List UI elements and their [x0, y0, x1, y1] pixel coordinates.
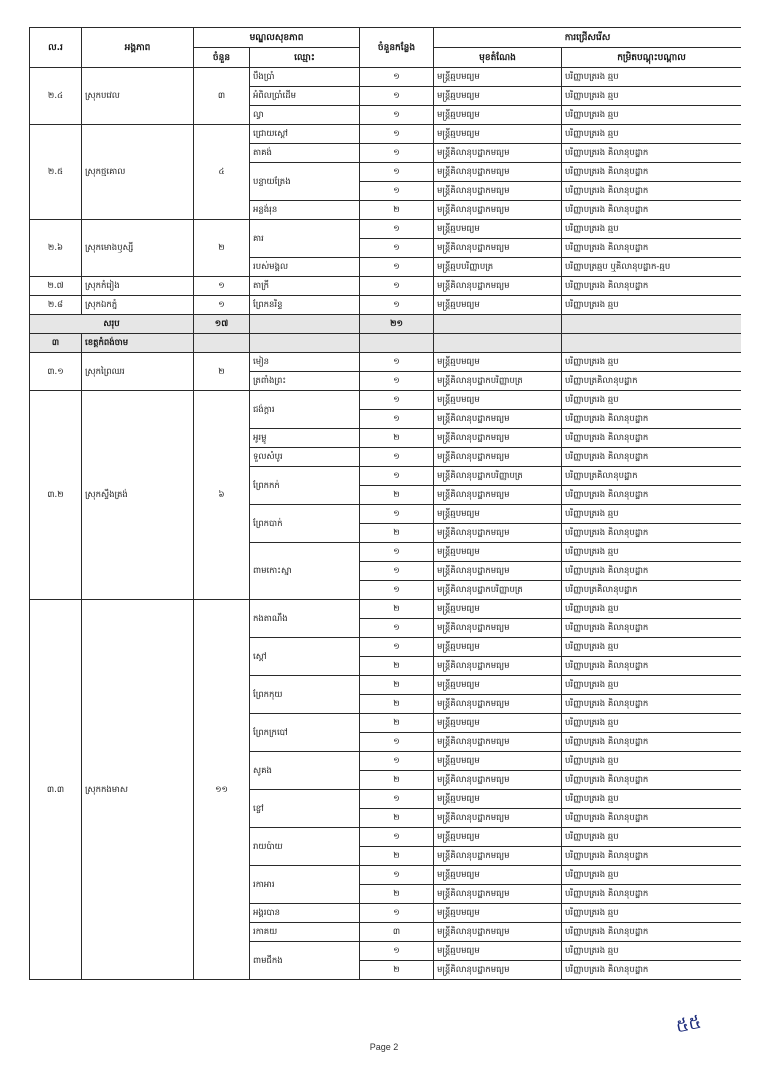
cell-qualification: បរិញ្ញាបត្ររង គិលានុបដ្ឋាក: [562, 410, 742, 429]
cell-positions: ១: [360, 239, 434, 258]
subtotal-count: ១៧: [194, 315, 250, 334]
cell-job: មន្ត្រីឆ្មបមធ្យម: [434, 68, 562, 87]
page-number: Page 2: [369, 1042, 399, 1052]
cell-job: មន្ត្រីឆ្មបមធ្យម: [434, 353, 562, 372]
header-positions: ចំនួនកន្លែង: [360, 28, 434, 68]
cell-health-center-name: ជង់ក្ដារ: [250, 391, 360, 429]
cell-job: មន្ត្រីឆ្មបមធ្យម: [434, 866, 562, 885]
table-row: [30, 220, 742, 239]
cell-positions: ១: [360, 125, 434, 144]
cell-positions: ១: [360, 182, 434, 201]
cell-qualification: បរិញ្ញាបត្ររង គិលានុបដ្ឋាក: [562, 163, 742, 182]
cell-qualification: បរិញ្ញាបត្ររង គិលានុបដ្ឋាក: [562, 885, 742, 904]
cell-empty: [250, 334, 360, 353]
cell-positions: ២: [360, 961, 434, 980]
cell-unit: ស្រុកស្ទឹងត្រង់: [82, 391, 194, 600]
cell-health-center-name: ទួលសំបូរ: [250, 448, 360, 467]
cell-job: មន្ត្រីគិលានុបដ្ឋាកមធ្យម: [434, 182, 562, 201]
cell-qualification: បរិញ្ញាបត្ររង គិលានុបដ្ឋាក: [562, 239, 742, 258]
cell-qualification: បរិញ្ញាបត្ររង គិលានុបដ្ឋាក: [562, 923, 742, 942]
cell-health-center-name: គារ: [250, 220, 360, 258]
cell-health-center-name: ព្រែកក្របៅ: [250, 714, 360, 752]
cell-count: ១: [194, 296, 250, 315]
table-body: [30, 68, 742, 980]
cell-qualification: បរិញ្ញាបត្រគិលានុបដ្ឋាក: [562, 581, 742, 600]
cell-no: ២.៦: [30, 220, 82, 277]
cell-job: មន្ត្រីឆ្មបមធ្យម: [434, 600, 562, 619]
cell-qualification: បរិញ្ញាបត្ររង ឆ្មប: [562, 68, 742, 87]
cell-job: មន្ត្រីគិលានុបដ្ឋាកមធ្យម: [434, 239, 562, 258]
cell-qualification: បរិញ្ញាបត្ររង ឆ្មប: [562, 904, 742, 923]
cell-qualification: បរិញ្ញាបត្ររង ឆ្មប: [562, 638, 742, 657]
cell-health-center-name: អូរម្លូ: [250, 429, 360, 448]
cell-job: មន្ត្រីឆ្មបមធ្យម: [434, 714, 562, 733]
cell-positions: ១: [360, 68, 434, 87]
cell-health-center-name: ខ្ចៅ: [250, 790, 360, 828]
handwritten-initials: ៥៥: [673, 1011, 704, 1038]
cell-unit: ស្រុកព្រៃឈរ: [82, 353, 194, 391]
cell-job: មន្ត្រីឆ្មបមធ្យម: [434, 220, 562, 239]
cell-positions: ២: [360, 714, 434, 733]
cell-unit: ស្រុកមោងឫស្សី: [82, 220, 194, 277]
cell-job: មន្ត្រីឆ្មបមធ្យម: [434, 904, 562, 923]
cell-count: ៤: [194, 125, 250, 220]
cell-health-center-name: ពាមកោះស្នា: [250, 543, 360, 600]
cell-health-center-name: របស់មង្គល: [250, 258, 360, 277]
cell-positions: ២: [360, 600, 434, 619]
cell-qualification: បរិញ្ញាបត្ររង ឆ្មប: [562, 505, 742, 524]
cell-qualification: បរិញ្ញាបត្ររង គិលានុបដ្ឋាក: [562, 201, 742, 220]
cell-health-center-name: មៀន: [250, 353, 360, 372]
cell-health-center-name: សូគង: [250, 752, 360, 790]
cell-health-center-name: រកាគយ: [250, 923, 360, 942]
table-row: [30, 391, 742, 410]
cell-qualification: បរិញ្ញាបត្ររង គិលានុបដ្ឋាក: [562, 562, 742, 581]
cell-positions: ២: [360, 486, 434, 505]
cell-job: មន្ត្រីគិលានុបដ្ឋាកមធ្យម: [434, 144, 562, 163]
cell-positions: ២: [360, 885, 434, 904]
cell-health-center-name: ព្រែកនរិន្ទ: [250, 296, 360, 315]
cell-positions: ១: [360, 106, 434, 125]
cell-health-center-name: ព្រែកកុយ: [250, 676, 360, 714]
cell-positions: ១: [360, 391, 434, 410]
cell-unit: ស្រុកថ្មគោល: [82, 125, 194, 220]
cell-job: មន្ត្រីគិលានុបដ្ឋាកមធ្យម: [434, 733, 562, 752]
cell-positions: ១: [360, 619, 434, 638]
cell-positions: ១: [360, 733, 434, 752]
cell-qualification: បរិញ្ញាបត្ររង ឆ្មប: [562, 220, 742, 239]
cell-count: ១១: [194, 600, 250, 980]
cell-qualification: បរិញ្ញាបត្ររង គិលានុបដ្ឋាក: [562, 657, 742, 676]
cell-positions: ១: [360, 296, 434, 315]
cell-health-center-name: ព្រែកកក់: [250, 467, 360, 505]
cell-count: ៦: [194, 391, 250, 600]
cell-qualification: បរិញ្ញាបត្ររង ឆ្មប: [562, 942, 742, 961]
cell-unit: ស្រុកឯកភ្នំ: [82, 296, 194, 315]
cell-health-center-name: បន្ទាយត្រែង: [250, 163, 360, 201]
cell-qualification: បរិញ្ញាបត្ររង ឆ្មប: [562, 752, 742, 771]
table-row: [30, 68, 742, 87]
cell-health-center-name: រាយប៉ាយ: [250, 828, 360, 866]
table-row: [30, 353, 742, 372]
cell-no: ២.៧: [30, 277, 82, 296]
cell-empty: [434, 334, 562, 353]
cell-positions: ១: [360, 790, 434, 809]
cell-qualification: បរិញ្ញាបត្ររង ឆ្មប: [562, 391, 742, 410]
cell-qualification: បរិញ្ញាបត្ររង ឆ្មប: [562, 790, 742, 809]
cell-positions: ១: [360, 942, 434, 961]
recruitment-table: [29, 27, 741, 980]
cell-empty: [250, 315, 360, 334]
cell-job: មន្ត្រីគិលានុបដ្ឋាកមធ្យម: [434, 410, 562, 429]
cell-positions: ១: [360, 163, 434, 182]
cell-health-center-name: ស្តៅ: [250, 638, 360, 676]
cell-no: ៣.១: [30, 353, 82, 391]
cell-job: មន្ត្រីឆ្មបមធ្យម: [434, 125, 562, 144]
cell-positions: ១: [360, 220, 434, 239]
cell-job: មន្ត្រីឆ្មបមធ្យម: [434, 638, 562, 657]
cell-job: មន្ត្រីគិលានុបដ្ឋាកមធ្យម: [434, 163, 562, 182]
cell-job: មន្ត្រីឆ្មបមធ្យម: [434, 87, 562, 106]
subtotal-label: សរុប: [30, 315, 194, 334]
cell-positions: ១: [360, 353, 434, 372]
cell-job: មន្ត្រីគិលានុបដ្ឋាកមធ្យម: [434, 562, 562, 581]
header-count: ចំនួន: [194, 48, 250, 68]
cell-positions: ១: [360, 467, 434, 486]
cell-qualification: បរិញ្ញាបត្រគិលានុបដ្ឋាក: [562, 467, 742, 486]
cell-job: មន្ត្រីគិលានុបដ្ឋាកមធ្យម: [434, 619, 562, 638]
cell-unit: ស្រុកកងមាស: [82, 600, 194, 980]
cell-job: មន្ត្រីគិលានុបដ្ឋាកមធ្យម: [434, 961, 562, 980]
cell-job: មន្ត្រីគិលានុបដ្ឋាកមធ្យម: [434, 771, 562, 790]
cell-job: មន្ត្រីគិលានុបដ្ឋាកមធ្យម: [434, 809, 562, 828]
cell-health-center-name: ព្រែកបាក់: [250, 505, 360, 543]
cell-job: មន្ត្រីគិលានុបដ្ឋាកមធ្យម: [434, 486, 562, 505]
section-no: ៣: [30, 334, 82, 353]
cell-no: ៣.២: [30, 391, 82, 600]
cell-qualification: បរិញ្ញាបត្ររង គិលានុបដ្ឋាក: [562, 847, 742, 866]
cell-job: មន្ត្រីគិលានុបដ្ឋាកមធ្យម: [434, 201, 562, 220]
table-row: [30, 125, 742, 144]
cell-job: មន្ត្រីឆ្មបមធ្យម: [434, 391, 562, 410]
cell-job: មន្ត្រីគិលានុបដ្ឋាកមធ្យម: [434, 657, 562, 676]
cell-job: មន្ត្រីគិលានុបដ្ឋាកមធ្យម: [434, 923, 562, 942]
cell-job: មន្ត្រីឆ្មបមធ្យម: [434, 676, 562, 695]
cell-qualification: បរិញ្ញាបត្ររង ឆ្មប: [562, 828, 742, 847]
subtotal-positions: ២១: [360, 315, 434, 334]
cell-job: មន្ត្រីគិលានុបដ្ឋាកមធ្យម: [434, 885, 562, 904]
cell-health-center-name: តាក្រី: [250, 277, 360, 296]
cell-positions: ១: [360, 505, 434, 524]
cell-no: ២.៨: [30, 296, 82, 315]
cell-job: មន្ត្រីគិលានុបដ្ឋាកបរិញ្ញាបត្រ: [434, 581, 562, 600]
cell-health-center-name: ត្រពាំងព្រះ: [250, 372, 360, 391]
cell-qualification: បរិញ្ញាបត្ររង គិលានុបដ្ឋាក: [562, 619, 742, 638]
cell-qualification: បរិញ្ញាបត្ររង គិលានុបដ្ឋាក: [562, 524, 742, 543]
cell-unit: ស្រុកបវេល: [82, 68, 194, 125]
cell-job: មន្ត្រីគិលានុបដ្ឋាកបរិញ្ញាបត្រ: [434, 372, 562, 391]
header-name: ឈ្មោះ: [250, 48, 360, 68]
cell-unit: ស្រុកកំរៀង: [82, 277, 194, 296]
table-row: [30, 334, 742, 353]
header-qualification: កម្រិតបណ្ដុះបណ្ដាល: [562, 48, 742, 68]
cell-health-center-name: អំពិលប្រាំដើម: [250, 87, 360, 106]
cell-qualification: បរិញ្ញាបត្ររង គិលានុបដ្ឋាក: [562, 144, 742, 163]
cell-positions: ១: [360, 866, 434, 885]
cell-qualification: បរិញ្ញាបត្ររង គិលានុបដ្ឋាក: [562, 695, 742, 714]
cell-qualification: បរិញ្ញាបត្ររង ឆ្មប: [562, 714, 742, 733]
cell-job: មន្ត្រីគិលានុបដ្ឋាកមធ្យម: [434, 695, 562, 714]
cell-job: មន្ត្រីគិលានុបដ្ឋាកមធ្យម: [434, 847, 562, 866]
table-row: [30, 600, 742, 619]
cell-health-center-name: ជ្រោយស្ដៅ: [250, 125, 360, 144]
cell-positions: ១: [360, 87, 434, 106]
cell-qualification: បរិញ្ញាបត្ររង ឆ្មប: [562, 106, 742, 125]
cell-qualification: បរិញ្ញាបត្ររង គិលានុបដ្ឋាក: [562, 182, 742, 201]
cell-positions: ១: [360, 904, 434, 923]
cell-job: មន្ត្រីឆ្មបបរិញ្ញាបត្រ: [434, 258, 562, 277]
cell-no: ២.៥: [30, 125, 82, 220]
cell-job: មន្ត្រីគិលានុបដ្ឋាកមធ្យម: [434, 524, 562, 543]
cell-positions: ២: [360, 695, 434, 714]
cell-qualification: បរិញ្ញាបត្ររង ឆ្មប: [562, 866, 742, 885]
cell-positions: ២: [360, 771, 434, 790]
cell-job: មន្ត្រីគិលានុបដ្ឋាកមធ្យម: [434, 429, 562, 448]
cell-positions: ១: [360, 562, 434, 581]
cell-count: ១: [194, 277, 250, 296]
cell-positions: ៣: [360, 923, 434, 942]
cell-health-center-name: បឹងប្រាំ: [250, 68, 360, 87]
table-row: [30, 296, 742, 315]
cell-job: មន្ត្រីឆ្មបមធ្យម: [434, 543, 562, 562]
cell-positions: ២: [360, 676, 434, 695]
cell-qualification: បរិញ្ញាបត្ររង ឆ្មប: [562, 676, 742, 695]
cell-qualification: បរិញ្ញាបត្ររង គិលានុបដ្ឋាក: [562, 733, 742, 752]
cell-qualification: បរិញ្ញាបត្ររង គិលានុបដ្ឋាក: [562, 809, 742, 828]
header-job: មុខតំណែង: [434, 48, 562, 68]
cell-empty: [194, 334, 250, 353]
cell-positions: ១: [360, 372, 434, 391]
cell-positions: ១: [360, 543, 434, 562]
cell-positions: ១: [360, 638, 434, 657]
cell-positions: ២: [360, 847, 434, 866]
cell-job: មន្ត្រីគិលានុបដ្ឋាកមធ្យម: [434, 448, 562, 467]
cell-job: មន្ត្រីឆ្មបមធ្យម: [434, 828, 562, 847]
header-recruitment: ការជ្រើសរើស: [434, 28, 742, 48]
cell-positions: ២: [360, 809, 434, 828]
cell-empty: [360, 334, 434, 353]
cell-qualification: បរិញ្ញាបត្ររង ឆ្មប: [562, 353, 742, 372]
cell-no: ២.៤: [30, 68, 82, 125]
cell-empty: [562, 315, 742, 334]
cell-job: មន្ត្រីឆ្មបមធ្យម: [434, 106, 562, 125]
cell-job: មន្ត្រីឆ្មបមធ្យម: [434, 942, 562, 961]
cell-qualification: បរិញ្ញាបត្រគិលានុបដ្ឋាក: [562, 372, 742, 391]
cell-qualification: បរិញ្ញាបត្ររង គិលានុបដ្ឋាក: [562, 486, 742, 505]
cell-positions: ១: [360, 277, 434, 296]
cell-positions: ២: [360, 201, 434, 220]
cell-positions: ២: [360, 657, 434, 676]
header-unit: អង្គភាព: [82, 28, 194, 68]
cell-qualification: បរិញ្ញាបត្ររង ឆ្មប: [562, 87, 742, 106]
cell-health-center-name: ល្វា: [250, 106, 360, 125]
section-title: ខេត្តកំពង់ចាម: [82, 334, 194, 353]
cell-count: ៣: [194, 68, 250, 125]
cell-positions: ១: [360, 828, 434, 847]
table-header: [30, 28, 742, 68]
table-row: [30, 277, 742, 296]
cell-qualification: បរិញ្ញាបត្រឆ្មប ឬគិលានុបដ្ឋាក-ឆ្មប: [562, 258, 742, 277]
cell-job: មន្ត្រីឆ្មបមធ្យម: [434, 296, 562, 315]
cell-job: មន្ត្រីគិលានុបដ្ឋាកមធ្យម: [434, 277, 562, 296]
cell-job: មន្ត្រីឆ្មបមធ្យម: [434, 752, 562, 771]
cell-health-center-name: អង្គរបាន: [250, 904, 360, 923]
cell-qualification: បរិញ្ញាបត្ររង គិលានុបដ្ឋាក: [562, 277, 742, 296]
cell-job: មន្ត្រីឆ្មបមធ្យម: [434, 790, 562, 809]
cell-empty: [434, 315, 562, 334]
cell-qualification: បរិញ្ញាបត្ររង គិលានុបដ្ឋាក: [562, 961, 742, 980]
cell-health-center-name: អន្លង់រុន: [250, 201, 360, 220]
cell-qualification: បរិញ្ញាបត្ររង ឆ្មប: [562, 600, 742, 619]
document-sheet: [29, 27, 741, 1023]
header-health-center: មណ្ឌលសុខភាព: [194, 28, 360, 48]
cell-positions: ១: [360, 448, 434, 467]
cell-positions: ២: [360, 429, 434, 448]
cell-job: មន្ត្រីឆ្មបមធ្យម: [434, 505, 562, 524]
cell-empty: [562, 334, 742, 353]
table-row: [30, 315, 742, 334]
cell-qualification: បរិញ្ញាបត្ររង គិលានុបដ្ឋាក: [562, 448, 742, 467]
header-no: ល.រ: [30, 28, 82, 68]
cell-qualification: បរិញ្ញាបត្ររង ឆ្មប: [562, 543, 742, 562]
cell-qualification: បរិញ្ញាបត្ររង ឆ្មប: [562, 125, 742, 144]
cell-count: ២: [194, 353, 250, 391]
cell-no: ៣.៣: [30, 600, 82, 980]
cell-health-center-name: រកាអារ: [250, 866, 360, 904]
cell-health-center-name: តាគង់: [250, 144, 360, 163]
cell-qualification: បរិញ្ញាបត្ររង គិលានុបដ្ឋាក: [562, 771, 742, 790]
cell-positions: ១: [360, 581, 434, 600]
cell-health-center-name: ពាមជីកង: [250, 942, 360, 980]
cell-health-center-name: កងតាណឹង: [250, 600, 360, 638]
cell-qualification: បរិញ្ញាបត្ររង គិលានុបដ្ឋាក: [562, 429, 742, 448]
cell-positions: ២: [360, 524, 434, 543]
cell-count: ២: [194, 220, 250, 277]
cell-positions: ១: [360, 144, 434, 163]
cell-positions: ១: [360, 258, 434, 277]
cell-job: មន្ត្រីគិលានុបដ្ឋាកបរិញ្ញាបត្រ: [434, 467, 562, 486]
cell-positions: ១: [360, 410, 434, 429]
cell-qualification: បរិញ្ញាបត្ររង ឆ្មប: [562, 296, 742, 315]
cell-positions: ១: [360, 752, 434, 771]
